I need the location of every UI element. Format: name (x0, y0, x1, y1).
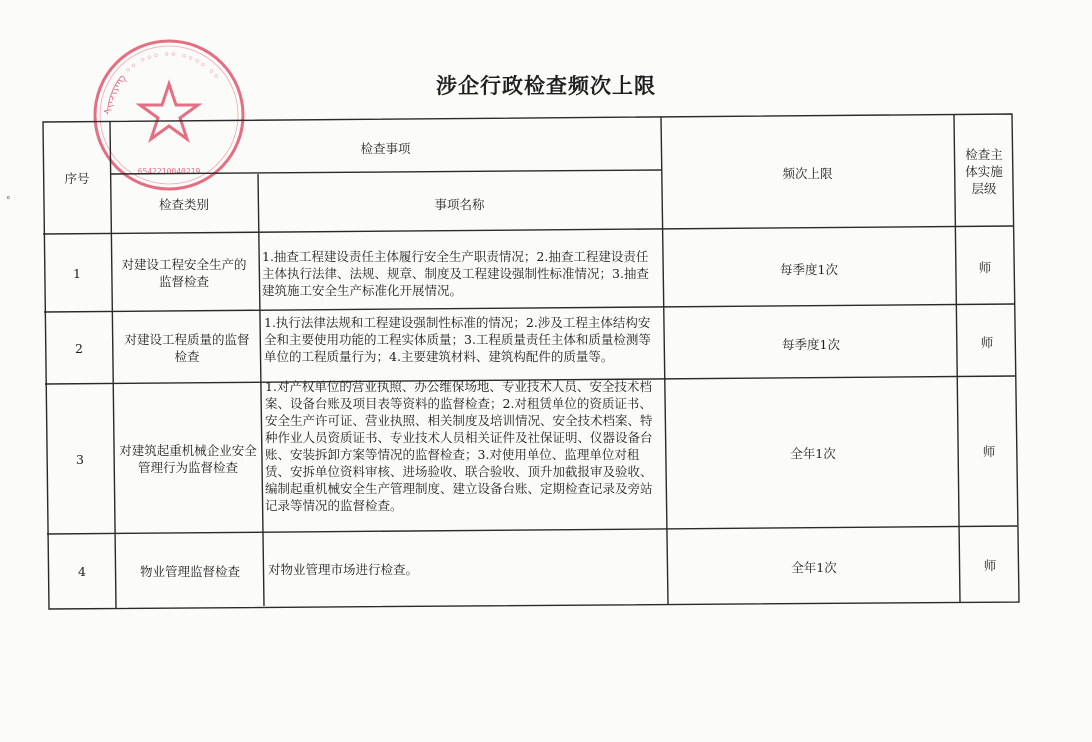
row-category: 物业管理监督检查 (139, 563, 240, 579)
header-level-label: 检查主体实施层级 (965, 146, 1003, 196)
row-item-name: 1.对产权单位的营业执照、办公维保场地、专业技术人员、安全技术档案、设备台账及项目表等资料的监督检查；2.对租赁单位的资质证书、安全生产许可证、营业执照、相关制度及培训情况、安全技术档案、特种作业人员资质证书、专业技术人员相关证件及社保证明、仪器设备台账、安装拆卸方案等情况的监督检查；3.对使用单位、监理单位对租赁、安拆单位资料审核、进场验收、联合验收、顶升加截报审及验收、编制起重机械安全生产管理制度、建立设备台账、定期检查记录及旁站记录等情况的监督检查。 (265, 379, 653, 513)
header-item-name-label: 事项名称 (434, 196, 485, 212)
row-index: 4 (78, 563, 86, 579)
scan-speck: ° (6, 196, 11, 206)
svg-text:6542210040219: 6542210040219 (137, 167, 201, 176)
row-level: 师 (978, 259, 992, 275)
svg-text:ᠰᠢᠨᠵᠢᠶᠠᠩ ◦◦ ◦◦◦ ◦◦ ◦◦◦◦ ◦◦: ᠰᠢᠨᠵᠢᠶᠠᠩ ◦◦ ◦◦◦ ◦◦ ◦◦◦◦ ◦◦ (101, 47, 223, 116)
row-item-name: 1.执行法律法规和工程建设强制性标准的情况；2.涉及工程主体结构安全和主要使用功能的工程实体质量；3.工程质量责任主体和质量检测等单位的工程质量行为；4.主要建筑材料、建筑构配件的质量等。 (264, 315, 651, 364)
row-category: 对建设工程安全生产的监督检查 (121, 257, 247, 289)
row-index: 1 (73, 265, 81, 281)
row-category: 对建设工程质量的监督检查 (124, 332, 250, 364)
row-frequency: 每季度1次 (782, 336, 840, 352)
row-frequency: 每季度1次 (780, 261, 838, 277)
row-frequency: 全年1次 (791, 559, 837, 575)
header-category-label: 检查类别 (158, 196, 209, 212)
row-level: 师 (980, 334, 994, 350)
header-index-label: 序号 (64, 170, 90, 186)
row-category: 对建筑起重机械企业安全管理行为监督检查 (119, 443, 257, 475)
row-item-name: 对物业管理市场进行检查。 (268, 561, 419, 577)
header-frequency-label: 频次上限 (782, 165, 833, 181)
row-level: 师 (983, 557, 997, 573)
row-index: 3 (76, 451, 84, 467)
row-frequency: 全年1次 (790, 445, 836, 461)
header-item-group-label: 检查事项 (360, 140, 411, 156)
row-index: 2 (75, 340, 83, 356)
row-item-name: 1.抽查工程建设责任主体履行安全生产职责情况；2.抽查工程建设责任主体执行法律、法规、规章、制度及工程建设强制性标准情况；3.抽查建筑施工安全生产标准化开展情况。 (262, 248, 649, 298)
row-level: 师 (982, 443, 996, 459)
page-title: 涉企行政检查频次上限 (436, 73, 656, 98)
